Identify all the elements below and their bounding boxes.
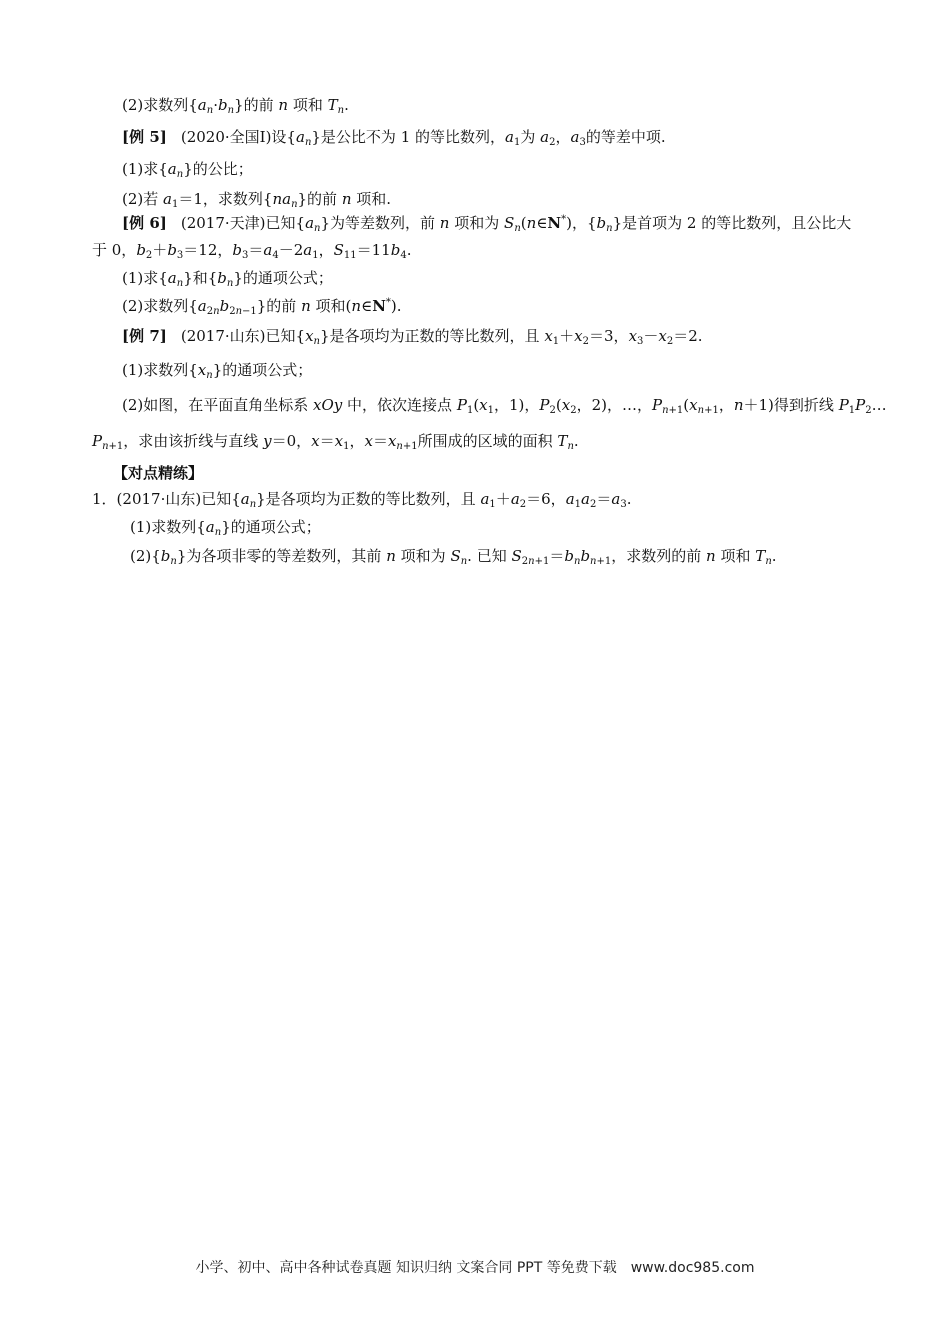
example-5-q1: (1)求$\{a_n\}$的公比； bbox=[122, 160, 253, 180]
example-tag: [例 7] bbox=[122, 327, 167, 345]
section-heading: 【对点精练】 bbox=[113, 464, 204, 482]
problem-1-q2: $(2)\{b_n\}$为各项非零的等差数列，其前 n 项和为 $S_n$. 已知 $S_{2n+1}=b_nb_{n+1}$，求数列的前 n 项和 $T_n$. bbox=[130, 547, 777, 567]
example-7-q2: (2)如图，在平面直角坐标系 xOy 中，依次连接点 $P_1(x_1$，1)，$P_2(x_2$，2)，…，$P_{n+1}(x_{n+1}$，n＋1)得到折线 $P_1P_2\dots$ bbox=[122, 396, 887, 416]
problem-1-q1: (1)求数列$\{a_n\}$的通项公式； bbox=[130, 518, 321, 538]
example-tag: [例 6] bbox=[122, 214, 167, 232]
line-ex4-q2: (2)求数列$\{a_n\cdot b_n\}$的前 n 项和 $T_n$. bbox=[122, 96, 349, 116]
example-6: [例 6] (2017·天津)已知$\{a_n\}$为等差数列，前 n 项和为 $S_n(n\in N^*)$，$\{b_n\}$是首项为 2 的等比数列，且公比大 bbox=[122, 214, 852, 234]
example-6-q2: (2)求数列$\{a_{2n}b_{2n-1}\}$的前 n 项和(n∈N*). bbox=[122, 297, 402, 317]
example-5-q2: (2)若 $a_1=1$，求数列$\{na_n\}$的前 n 项和. bbox=[122, 190, 392, 210]
example-7: [例 7] (2017·山东)已知$\{x_n\}$是各项均为正数的等比数列，且 $x_1+x_2=3$，$x_3-x_2=2$. bbox=[122, 327, 703, 347]
problem-1: 1．(2017·山东)已知$\{a_n\}$是各项均为正数的等比数列，且 $a_1+a_2=6$，$a_1a_2=a_3$. bbox=[92, 490, 632, 510]
example-6-q1: (1)求$\{a_n\}$和$\{b_n\}$的通项公式； bbox=[122, 269, 333, 289]
example-tag: [例 5] bbox=[122, 128, 167, 146]
example-5: [例 5] (2020·全国Ⅰ)设$\{a_n\}$是公比不为 1 的等比数列，$a_1$为 $a_2$，$a_3$的等差中项. bbox=[122, 128, 666, 148]
example-7-q2-cont: $P_{n+1}$，求由该折线与直线 y＝0，$x=x_1$，$x=x_{n+1}$所围成的区域的面积 $T_n$. bbox=[92, 432, 579, 452]
example-7-q1: (1)求数列$\{x_n\}$的通项公式； bbox=[122, 361, 313, 381]
example-6-cont: 于 0，$b_2+b_3=12$，$b_3=a_4-2a_1$，$S_{11}=11b_4$. bbox=[92, 241, 412, 261]
footer: 小学、初中、高中各种试卷真题 知识归纳 文案合同 PPT 等免费下载 www.doc985.com bbox=[195, 1260, 755, 1276]
